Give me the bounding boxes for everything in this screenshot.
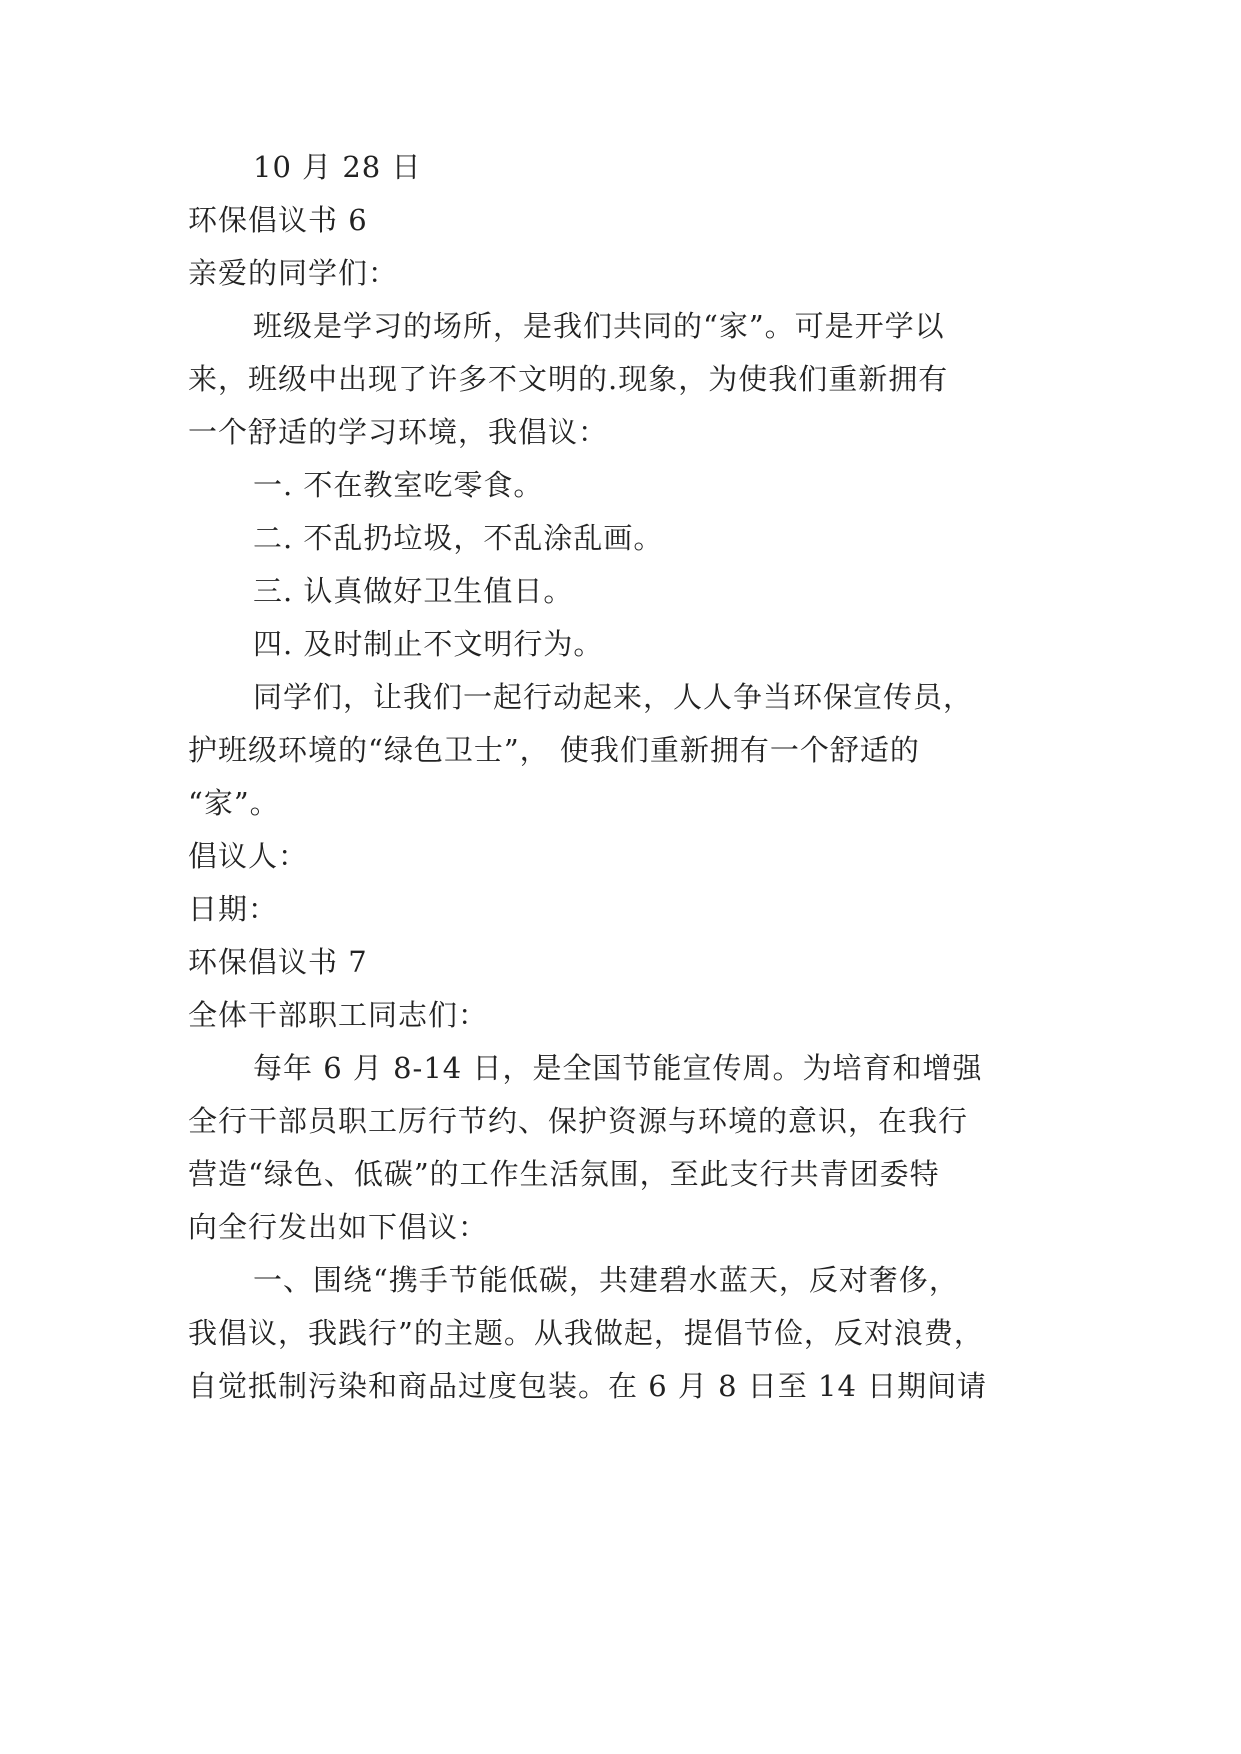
paragraph-7-line-1: 每年 6 月 8-14 日，是全国节能宣传周。为培育和增强 — [253, 1051, 983, 1085]
paragraph-7-line-4: 向全行发出如下倡议： — [188, 1210, 489, 1244]
proposal-item-4: 四. 及时制止不文明行为。 — [253, 627, 604, 661]
call-to-action-line-1: 同学们，让我们一起行动起来，人人争当环保宣传员， — [253, 680, 974, 714]
proposal-item-1: 一. 不在教室吃零食。 — [253, 468, 544, 502]
paragraph-7-item-line-1: 一、围绕“携手节能低碳，共建碧水蓝天，反对奢侈， — [253, 1263, 959, 1297]
proposal-item-3: 三. 认真做好卫生值日。 — [253, 574, 574, 608]
date-label: 日期： — [188, 892, 279, 926]
paragraph-6-line-3: 一个舒适的学习环境，我倡议： — [188, 415, 609, 449]
date-line: 10 月 28 日 — [253, 150, 422, 184]
paragraph-7-line-2: 全行干部员职工厉行节约、保护资源与环境的意识，在我行 — [188, 1104, 969, 1138]
greeting-7: 全体干部职工同志们： — [188, 998, 489, 1032]
proposer-label: 倡议人： — [188, 839, 309, 873]
call-to-action-line-2: 护班级环境的“绿色卫士”， 使我们重新拥有一个舒适的 — [188, 733, 920, 767]
paragraph-7-line-3: 营造“绿色、低碳”的工作生活氛围，至此支行共青团委特 — [188, 1157, 940, 1191]
paragraph-7-item-line-2: 我倡议，我践行”的主题。从我做起，提倡节俭，反对浪费， — [188, 1316, 984, 1350]
greeting-6: 亲爱的同学们： — [188, 256, 399, 290]
proposal-item-2: 二. 不乱扔垃圾，不乱涂乱画。 — [253, 521, 664, 555]
section-title-7: 环保倡议书 7 — [188, 945, 368, 979]
call-to-action-line-3: “家”。 — [188, 786, 280, 820]
section-title-6: 环保倡议书 6 — [188, 203, 368, 237]
paragraph-7-item-line-3: 自觉抵制污染和商品过度包装。在 6 月 8 日至 14 日期间请 — [188, 1369, 988, 1403]
paragraph-6-line-2: 来，班级中出现了许多不文明的.现象，为使我们重新拥有 — [188, 362, 949, 396]
paragraph-6-line-1: 班级是学习的场所，是我们共同的“家”。可是开学以 — [253, 309, 945, 343]
